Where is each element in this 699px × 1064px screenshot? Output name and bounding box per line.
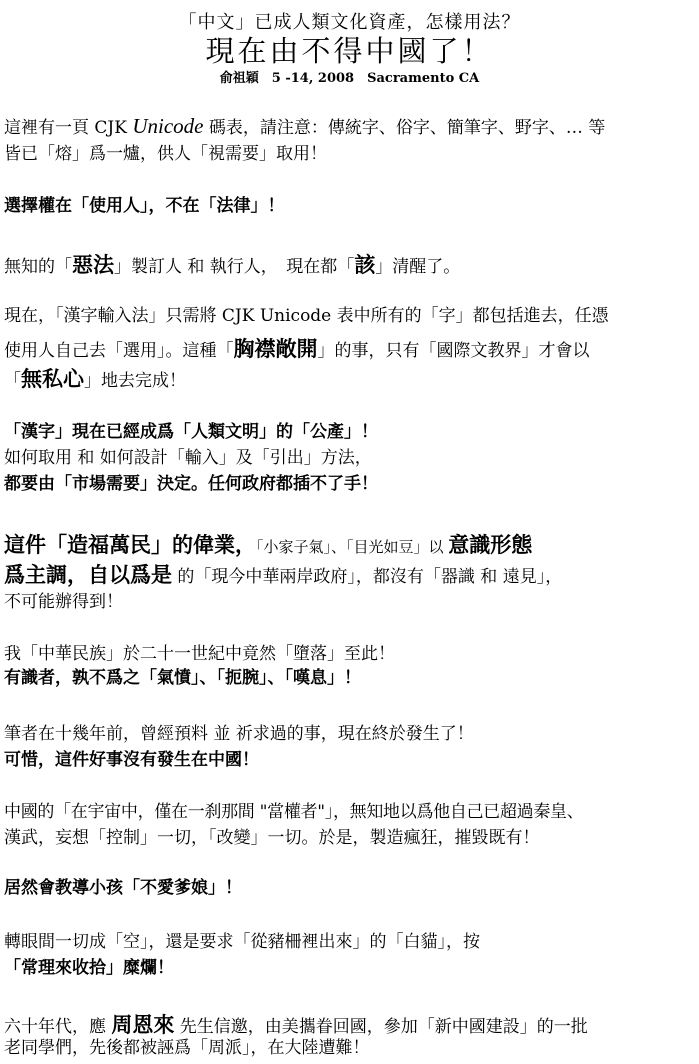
paragraph-5-line-2: 如何取用 和 如何設計「輸入」及「引出」方法， [4,448,372,468]
paragraph-11-line-2 [4,960,694,977]
emphasis-great-work: 這件「造福萬民」的偉業， [4,532,256,557]
paragraph-4-line-1: 現在，「漢字輸入法」只需將 CJK Unicode 表中所有的「字」都包括進去，任憑 [4,306,609,326]
text-segment: 碼表，請注意：傳統字、俗字、簡筆字、野字、… 等 [203,118,606,138]
text-segment: 居然會教導小孩「不愛爹娘」！ [4,878,242,898]
paragraph-4-line-3 [4,368,694,390]
paragraph-11-line-1: 轉眼間一切成「空」，還是要求「從豬柵裡出來」的「白貓」，按 [4,932,480,952]
text-segment: 」地去完成！ [84,371,186,391]
text-segment: 」製訂人 和 執行人， 現在都「 [114,257,355,277]
emphasis-selfless: 無私心 [21,366,84,391]
paragraph-1-line-1 [4,116,694,137]
paragraph-6-line-3: 不可能辦得到！ [4,592,123,612]
emphasis-bad-law: 惡法 [72,252,114,277]
text-segment: 無知的「 [4,257,72,277]
text-segment: 「常理來收拾」糜爛！ [4,958,174,978]
paragraph-7-line-2 [4,670,694,687]
emphasis-self-righteous: 爲主調，自以爲是 [4,562,172,587]
emphasis-open-mind: 胸襟敞開 [233,336,318,361]
emphasis-zhou-enlai: 周恩來 [111,1012,175,1037]
paragraph-3 [4,254,694,276]
paragraph-4-line-2 [4,338,694,360]
paragraph-6-line-1 [4,534,694,556]
paragraph-8-line-2 [4,752,694,769]
text-segment: 可惜，這件好事沒有發生在中國！ [4,750,259,770]
paragraph-10 [4,880,694,897]
paragraph-2 [4,198,694,215]
unicode-emphasis: Unicode [132,114,204,138]
paragraph-7-line-1: 我「中華民族」於二十一世紀中竟然「墮落」至此！ [4,644,395,664]
text-segment: 」清醒了。 [375,257,461,277]
byline: 俞祖穎 5 -14, 2008 Sacramento CA [219,71,480,86]
text-segment: 「小家子氣」、「目光如豆」以 [256,538,449,556]
text-segment: 有識者，孰不爲之「氣憤」、「扼腕」、「嘆息」！ [4,668,361,688]
paragraph-1-line-2: 皆已「熔」爲一爐，供人「視需要」取用！ [4,144,327,164]
text-segment: 六十年代，應 [4,1017,112,1037]
paragraph-9-line-1: 中國的「在宇宙中，僅在一刹那間 "當權者"」，無知地以爲他自己已超過秦皇、 [4,802,584,822]
page-title: 現在由不得中國了！ [205,34,494,68]
paragraph-12-line-2: 老同學們，先後都被誣爲「周派」，在大陸遭難！ [4,1038,370,1058]
text-segment: 使用人自己去「選用」。這種「 [4,341,234,361]
text-segment: 「 [4,371,21,391]
text-segment: 」的事，只有「國際文教界」才會以 [317,341,590,361]
emphasis-should: 該 [354,252,376,277]
header-kicker: 「中文」已成人類文化資產，怎樣用法？ [178,12,521,33]
paragraph-8-line-1: 筆者在十幾年前，曾經預料 並 祈求過的事，現在終於發生了！ [4,724,474,744]
text-segment: 選擇權在「使用人」，不在「法律」！ [4,196,285,216]
paragraph-5-line-3 [4,476,694,493]
text-segment: 這裡有一頁 CJK [4,118,133,138]
text-segment: 先生信邀，由美攜眷回國，參加「新中國建設」的一批 [174,1017,588,1037]
paragraph-12-line-1 [4,1014,694,1036]
paragraph-6-line-2 [4,564,694,586]
text-segment: 的「現今中華兩岸政府」，都沒有「器識 和 遠見」， [172,567,563,587]
text-segment: 都要由「市場需要」決定。任何政府都插不了手！ [4,474,378,494]
emphasis-ideology: 意識形態 [448,532,533,557]
paragraph-5-line-1 [4,424,694,441]
text-segment: 「漢字」現在已經成爲「人類文明」的「公產」！ [4,422,378,442]
paragraph-9-line-2: 漢武，妄想「控制」一切，「改變」一切。於是，製造瘋狂，摧毀既有！ [4,828,540,848]
